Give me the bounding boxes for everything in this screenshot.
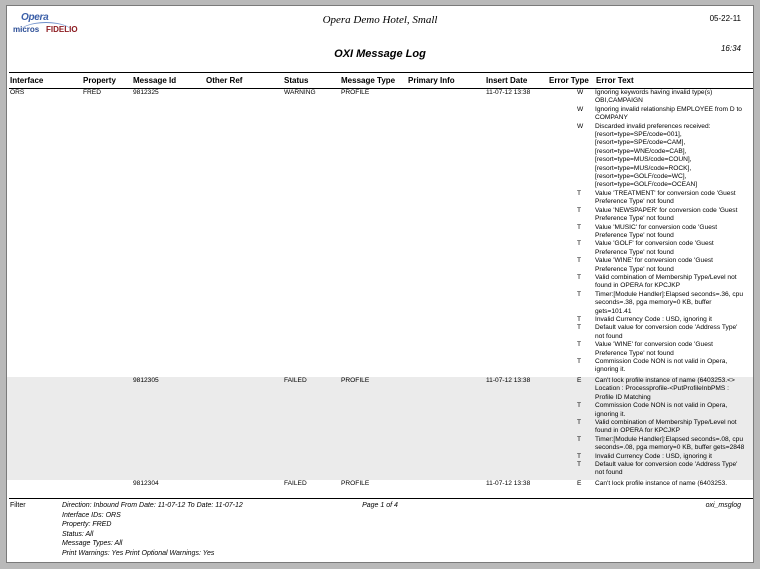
error-entry [7, 402, 753, 419]
error-text: Value 'NEWSPAPER' for conversion code 'Guest Preference Type' not found [595, 206, 738, 223]
report-date: 05-22-11 [709, 14, 741, 23]
error-entry [7, 316, 753, 324]
hotel-name: Opera Demo Hotel, Small [322, 14, 438, 26]
error-type: W [577, 105, 584, 113]
cell-message-type: PROFILE [341, 480, 370, 487]
report-page [6, 5, 754, 563]
error-type: T [577, 461, 582, 469]
error-entry [7, 123, 753, 190]
error-text: Timer:[Module Handler]:Elapsed seconds=.08, cpu seconds=.08, pga memory=0 KB, buffer gets=2848 [595, 435, 745, 452]
column-header-other-ref: Other Ref [206, 76, 243, 85]
error-text: Discarded invalid preferences received: [resort=type=SPE/code=001],[resort=type=SPE/code=CAM],[resort=type=WNE/code=CAB],[resort=type=MUS/code=COUN],[resort=type=MUS/code=ROCK],[resort=type=GOLF/code=WC],[resort=type=GOLF/code=OCEAN] [595, 122, 711, 189]
error-text: Value 'WINE' for conversion code 'Guest Preference Type' not found [595, 257, 713, 273]
error-text: Value 'GOLF' for conversion code 'Guest Preference Type' not found [595, 240, 714, 256]
error-type: W [577, 122, 584, 130]
error-text: Valid combination of Membership Type/Level not found in OPERA for KPCJKP [595, 273, 737, 290]
cell-message-id: 9812325 [133, 89, 159, 96]
column-header-message-type: Message Type [341, 76, 396, 85]
cell-insert-date: 11-07-12 13:38 [486, 377, 531, 384]
table-row [7, 89, 753, 377]
column-header-error-text: Error Text [596, 76, 634, 85]
filter-line: Direction: Inbound From Date: 11-07-12 To Date: 11-07-12 [62, 502, 243, 509]
logo-micros-text: micros [13, 25, 40, 34]
table-row [7, 377, 753, 480]
error-type: T [577, 240, 582, 248]
error-text: Invalid Currency Code : USD, ignoring it [595, 315, 712, 323]
table-row [7, 480, 753, 490]
error-entry [7, 207, 753, 224]
column-header-status: Status [284, 76, 309, 85]
report-time: 16:34 [720, 44, 741, 53]
column-header-interface: Interface [10, 76, 44, 85]
error-type: T [577, 358, 582, 365]
error-entry [7, 419, 753, 436]
error-text: Timer:[Module Handler]:Elapsed seconds=.36, cpu seconds=.38, pga memory=0 KB, buffer gets=101.41 [595, 290, 744, 315]
error-entry [7, 324, 753, 341]
error-entry [7, 274, 753, 291]
column-header-primary-info: Primary Info [408, 76, 455, 85]
cell-interface: ORS [10, 89, 25, 96]
error-text: Value 'WINE' for conversion code 'Guest Preference Type' not found [595, 341, 713, 357]
header-rule-top [9, 72, 753, 73]
report-file-name: oxi_msglog [705, 502, 741, 509]
error-text: Value 'TREATMENT' for conversion code 'Guest Preference Type' not found [595, 189, 736, 206]
error-entry [7, 480, 753, 488]
error-text: Can't lock profile instance of name (6403253.<> Location : Processprofile-<PutProfileInbPMS : Profile ID Matching [595, 377, 735, 401]
error-entry [7, 358, 753, 375]
logo-fidelio-text: FIDELIO [46, 25, 78, 34]
cell-property: FRED [83, 89, 101, 96]
error-type: W [577, 89, 584, 96]
error-type: T [577, 206, 582, 214]
footer-rule [9, 498, 753, 499]
error-text: Default value for conversion code 'Address Type' not found [595, 461, 738, 477]
error-type: T [577, 341, 582, 349]
error-text: Invalid Currency Code : USD, ignoring it [595, 452, 712, 460]
error-entry [7, 291, 753, 316]
error-text: Ignoring invalid relationship EMPLOYEE from D to COMPANY [595, 105, 742, 122]
cell-message-type: PROFILE [341, 377, 370, 384]
error-text: Commission Code NON is not valid in Opera, ignoring it. [595, 358, 728, 374]
filter-line: Print Warnings: Yes Print Optional Warnings: Yes [62, 549, 215, 557]
error-text: Ignoring keywords having invalid type(s) OBI,CAMPAIGN [595, 89, 713, 105]
error-type: E [577, 377, 582, 384]
error-type: T [577, 189, 582, 197]
error-type: T [577, 402, 582, 410]
error-entry [7, 453, 753, 461]
cell-message-type: PROFILE [341, 89, 370, 96]
error-text: Default value for conversion code 'Address Type' not found [595, 324, 738, 340]
error-type: T [577, 452, 582, 460]
error-text: Can't lock profile instance of name (6403253. [595, 480, 728, 487]
filter-line: Interface IDs: ORS [62, 511, 121, 519]
cell-message-id: 9812304 [133, 480, 159, 487]
error-type: T [577, 290, 582, 298]
error-type: T [577, 223, 582, 231]
cell-insert-date: 11-07-12 13:38 [486, 89, 531, 96]
error-entry [7, 436, 753, 453]
column-header-message-id: Message Id [133, 76, 177, 85]
error-text: Value 'MUSIC' for conversion code 'Guest Preference Type' not found [595, 223, 718, 239]
cell-status: FAILED [284, 377, 307, 384]
table-body [7, 89, 753, 490]
error-type: T [577, 257, 582, 265]
cell-status: WARNING [284, 89, 316, 96]
error-entry [7, 190, 753, 207]
error-entry [7, 224, 753, 241]
cell-message-id: 9812305 [133, 377, 159, 384]
error-entry [7, 257, 753, 274]
filter-line: Property: FRED [62, 521, 112, 528]
error-entry [7, 461, 753, 478]
error-type: T [577, 273, 582, 281]
filter-line: Message Types: All [62, 540, 123, 547]
error-type: T [577, 324, 582, 332]
logo-opera-text: Opera [21, 12, 49, 23]
error-type: T [577, 435, 582, 443]
error-type: T [577, 315, 582, 323]
error-entry [7, 377, 753, 402]
page-number: Page 1 of 4 [362, 502, 398, 509]
error-entry [7, 106, 753, 123]
column-header-insert-date: Insert Date [486, 76, 528, 85]
error-type: E [577, 480, 582, 487]
error-entry [7, 89, 753, 106]
error-text: Valid combination of Membership Type/Level not found in OPERA for KPCJKP [595, 419, 737, 435]
error-text: Commission Code NON is not valid in Opera, ignoring it. [595, 402, 728, 418]
error-type: T [577, 419, 582, 427]
page-title: OXI Message Log [334, 48, 426, 60]
column-header-error-type: Error Type [549, 76, 589, 85]
cell-insert-date: 11-07-12 13:38 [486, 480, 531, 487]
filter-label: Filter [10, 502, 26, 509]
column-header-property: Property [83, 76, 116, 85]
filter-line: Status: All [62, 530, 94, 538]
error-entry [7, 240, 753, 257]
error-entry [7, 341, 753, 358]
cell-status: FAILED [284, 480, 307, 487]
